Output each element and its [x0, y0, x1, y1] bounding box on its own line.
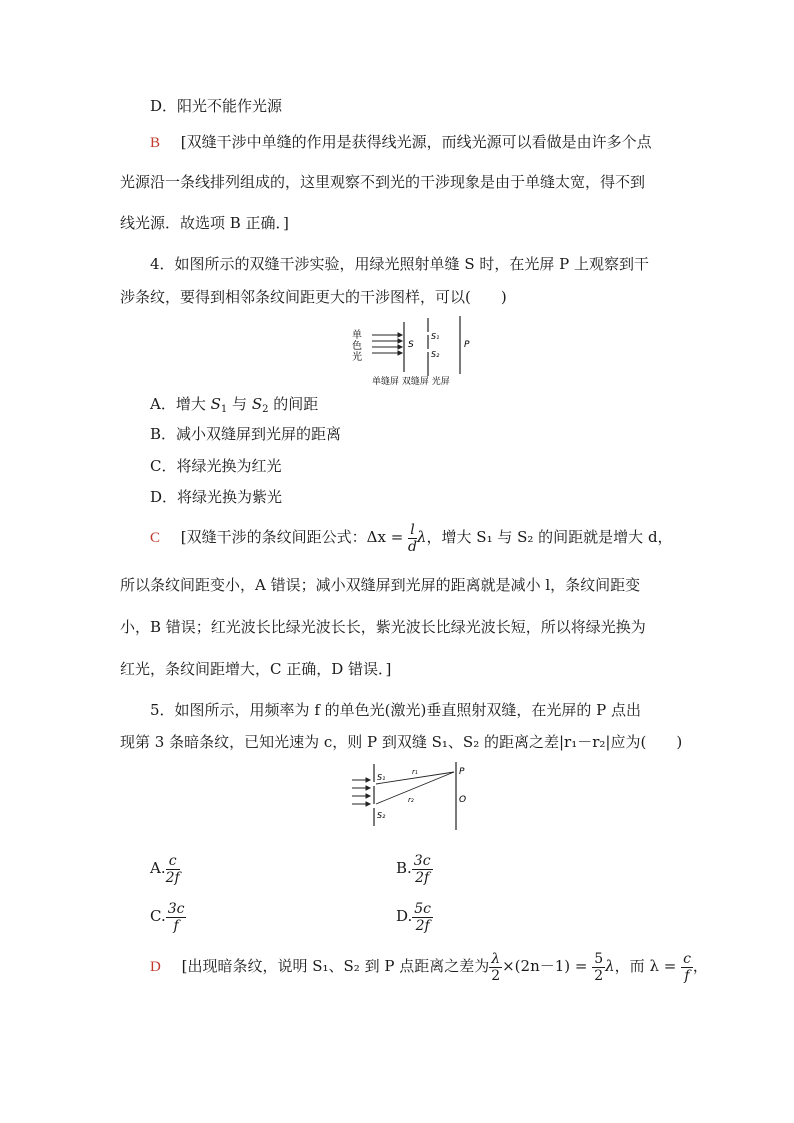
q5-stem-2: 现第 3 条暗条纹，已知光速为 c，则 P 到双缝 S₁、S₂ 的距离之差|r₁－r₂|应为( )	[120, 733, 683, 751]
q5-fig-p: P	[459, 767, 465, 777]
q5-option-d: D. $\frac{5c}{2f}$	[396, 900, 432, 934]
q3-solution-2: 光源沿一条线排列组成的，这里观察不到光的干涉现象是由于单缝太宽，得不到	[120, 173, 646, 191]
q5-figure	[350, 760, 470, 832]
q4-option-b: B．减小双缝屏到光屏的距离	[150, 425, 342, 443]
q4-solution-3: 小，B 错误；红光波长比绿光波长长，紫光波长比绿光波长短，所以将绿光换为	[120, 618, 646, 636]
q4-fig-s2: S₂	[431, 350, 440, 359]
q4-fig-light-1: 单	[352, 330, 362, 341]
q3-solution-3: 线光源．故选项 B 正确．]	[120, 214, 289, 232]
q5-fig-r1: r₁	[412, 768, 418, 776]
q4-option-c: C．将绿光换为红光	[150, 457, 282, 475]
q4-option-d: D．将绿光换为紫光	[150, 488, 283, 506]
q4-solution-2: 所以条纹间距变小，A 错误；减小双缝屏到光屏的距离就是减小 l，条纹间距变	[120, 576, 641, 594]
q4-fig-p: P	[464, 340, 470, 350]
q5-answer: D	[150, 959, 161, 975]
q4-stem-2: 涉条纹，要得到相邻条纹间距更大的干涉图样，可以( )	[120, 288, 507, 306]
q5-fig-s1: S₁	[377, 773, 386, 782]
q5-option-b: B. $\frac{3c}{2f}$	[396, 852, 431, 886]
q3-answer-line	[150, 132, 652, 153]
q4-fig-caption: 单缝屏 双缝屏 光屏	[372, 377, 450, 386]
fraction-l-over-d: $\frac{l}{d}$	[408, 521, 418, 555]
q5-answer-line: D [出现暗条纹，说明 S₁、S₂ 到 P 点距离之差为 $\frac{\lambda}{2}$ ×(2n－1) = $\frac{5}{2}$ λ，而 λ = $\frac{c}{f}$ ，	[150, 950, 708, 984]
q4-fig-light-3: 光	[352, 352, 362, 363]
q4-option-a: A．增大 $S_1$ 与 $S_2$ 的间距	[150, 395, 319, 415]
q4-fig-s: S	[408, 340, 414, 350]
q4-figure	[350, 314, 490, 386]
q5-stem-1: 5．如图所示，用频率为 f 的单色光(激光)垂直照射双缝，在光屏的 P 点出	[150, 701, 641, 719]
q4-stem-1: 4．如图所示的双缝干涉实验，用绿光照射单缝 S 时，在光屏 P 上观察到干	[150, 255, 649, 273]
q3-option-d: D．阳光不能作光源	[150, 97, 283, 115]
q5-option-c: C. $\frac{3c}{f}$	[150, 900, 185, 934]
q3-answer: B	[150, 135, 161, 151]
fraction-5-over-2: $\frac{5}{2}$	[594, 950, 604, 984]
fraction-lambda-over-2: $\frac{\lambda}{2}$	[491, 950, 501, 984]
q4-answer: C	[150, 530, 161, 546]
q5-fig-o: O	[459, 795, 467, 805]
q4-answer-line: C [双缝干涉的条纹间距公式：Δx = $\frac{l}{d}$ λ，增大 S₁ 与 S₂ 的间距就是增大 d，	[150, 521, 673, 555]
q3-solution-1: [双缝干涉中单缝的作用是获得线光源，而线光源可以看做是由许多个点	[180, 133, 652, 151]
q4-fig-s1: S₁	[431, 332, 440, 341]
q4-solution-4: 红光，条纹间距增大，C 正确，D 错误．]	[120, 660, 392, 678]
q4-fig-light-2: 色	[352, 341, 362, 352]
double-slit-path-diagram	[350, 760, 470, 832]
fraction-c-over-f: $\frac{c}{f}$	[683, 950, 691, 984]
q5-fig-s2: S₂	[377, 811, 386, 820]
double-slit-setup-diagram	[350, 314, 490, 386]
q5-fig-r2: r₂	[408, 796, 414, 804]
q5-option-a: A. $\frac{c}{2f}$	[150, 852, 180, 886]
